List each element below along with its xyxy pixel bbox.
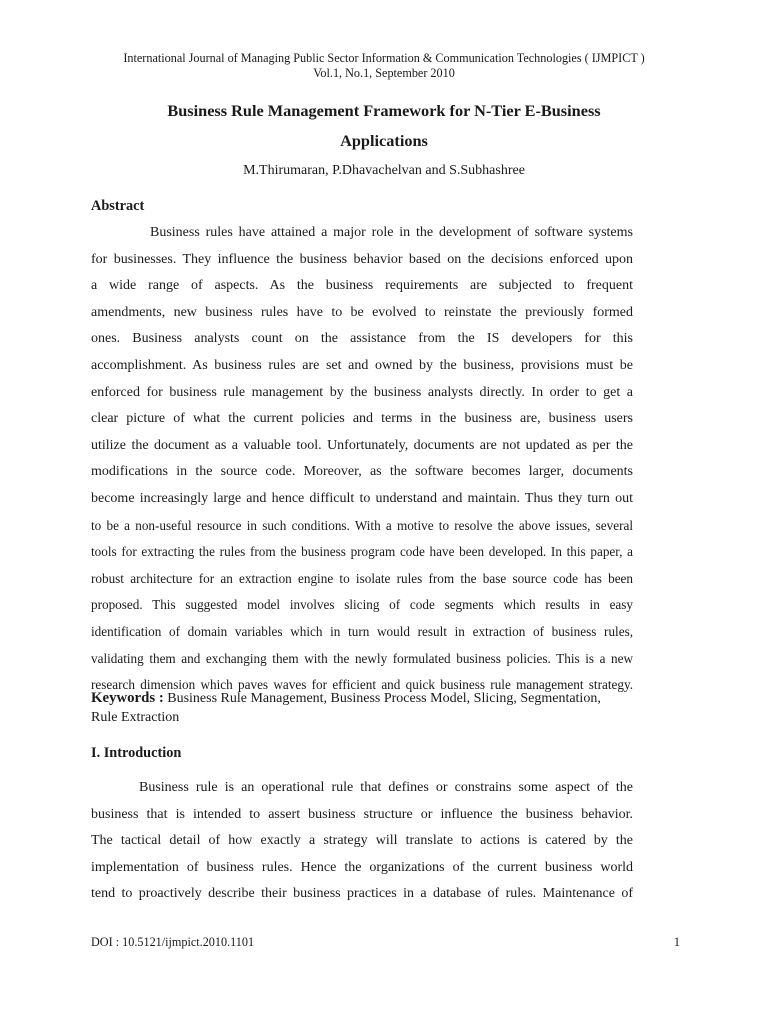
intro-line: Business rule is an operational rule that defines or constrains some aspect of the (139, 780, 633, 795)
title-line-1: Business Rule Management Framework for N-Tier E-Business (167, 101, 601, 120)
page-number: 1 (673, 935, 680, 949)
abstract-line: enforced for business rule management by the business analysts directly. In order to get a (91, 384, 633, 400)
abstract-line: a wide range of aspects. As the business requirements are subjected to frequent (91, 278, 633, 294)
keywords-text: Business Rule Management, Business Process Model, Slicing, Segmentation, (163, 691, 601, 706)
keywords-line-2: Rule Extraction (91, 710, 180, 725)
keywords-section (91, 689, 633, 727)
abstract-line: accomplishment. As business rules are set and owned by the business, provisions must be (91, 357, 633, 373)
journal-name: International Journal of Managing Public Sector Information & Communication Technologies ( IJMPICT ) (123, 51, 645, 65)
title-line-2: Applications (340, 131, 428, 150)
intro-line: implementation of business rules. Hence the organizations of the current business world (91, 859, 633, 875)
abstract-line: proposed. This suggested model involves slicing of code segments which results in easy (91, 597, 633, 613)
paper-title (60, 96, 708, 156)
author-list: M.Thirumaran, P.Dhavachelvan and S.Subhashree (243, 163, 525, 178)
abstract-line: clear picture of what the current policies and terms in the business are, business users (91, 411, 633, 427)
keywords-label: Keywords : (91, 690, 164, 706)
abstract-line: identification of domain variables which in turn would result in extraction of business rules, (91, 623, 633, 639)
abstract-line: research dimension which paves waves for efficient and quick business rule management strategy. (91, 677, 633, 693)
intro-line: business that is intended to assert business structure or influence the business behavior. (91, 806, 633, 822)
abstract-line: ones. Business analysts count on the assistance from the IS developers for this (91, 331, 633, 347)
running-header (60, 51, 708, 81)
abstract-line: robust architecture for an extraction engine to isolate rules from the base source code has been (91, 570, 633, 586)
abstract-heading: Abstract (91, 198, 145, 214)
abstract-line: tools for extracting the rules from the business program code have been developed. In this paper, a (91, 544, 633, 560)
intro-line: tend to proactively describe their business practices in a database of rules. Maintenance of (91, 886, 633, 902)
introduction-body (91, 775, 633, 908)
abstract-line: Business rules have attained a major role in the development of software systems (150, 225, 633, 240)
abstract-line: modifications in the source code. Moreover, as the software becomes larger, documents (91, 464, 633, 480)
abstract-line: to be a non-useful resource in such conditions. With a motive to resolve the above issues, several (91, 517, 633, 533)
keywords-line-1 (91, 689, 633, 708)
abstract-line: validating them and exchanging them with the newly formulated business policies. This is a new (91, 650, 633, 666)
abstract-line: amendments, new business rules have to be evolved to reinstate the previously formed (91, 304, 633, 320)
doi-footer: DOI : 10.5121/ijmpict.2010.1101 (91, 935, 255, 949)
volume-info: Vol.1, No.1, September 2010 (313, 66, 455, 80)
abstract-body (91, 220, 633, 699)
abstract-line: for businesses. They influence the business behavior based on the decisions enforced upon (91, 251, 633, 267)
abstract-line: utilize the document as a valuable tool. Unfortunately, documents are not updated as per the (91, 437, 633, 453)
abstract-line: become increasingly large and hence difficult to understand and maintain. Thus they turn out (91, 490, 633, 506)
intro-line: The tactical detail of how exactly a strategy will translate to actions is catered by the (91, 833, 633, 849)
introduction-heading: I. Introduction (91, 745, 182, 761)
